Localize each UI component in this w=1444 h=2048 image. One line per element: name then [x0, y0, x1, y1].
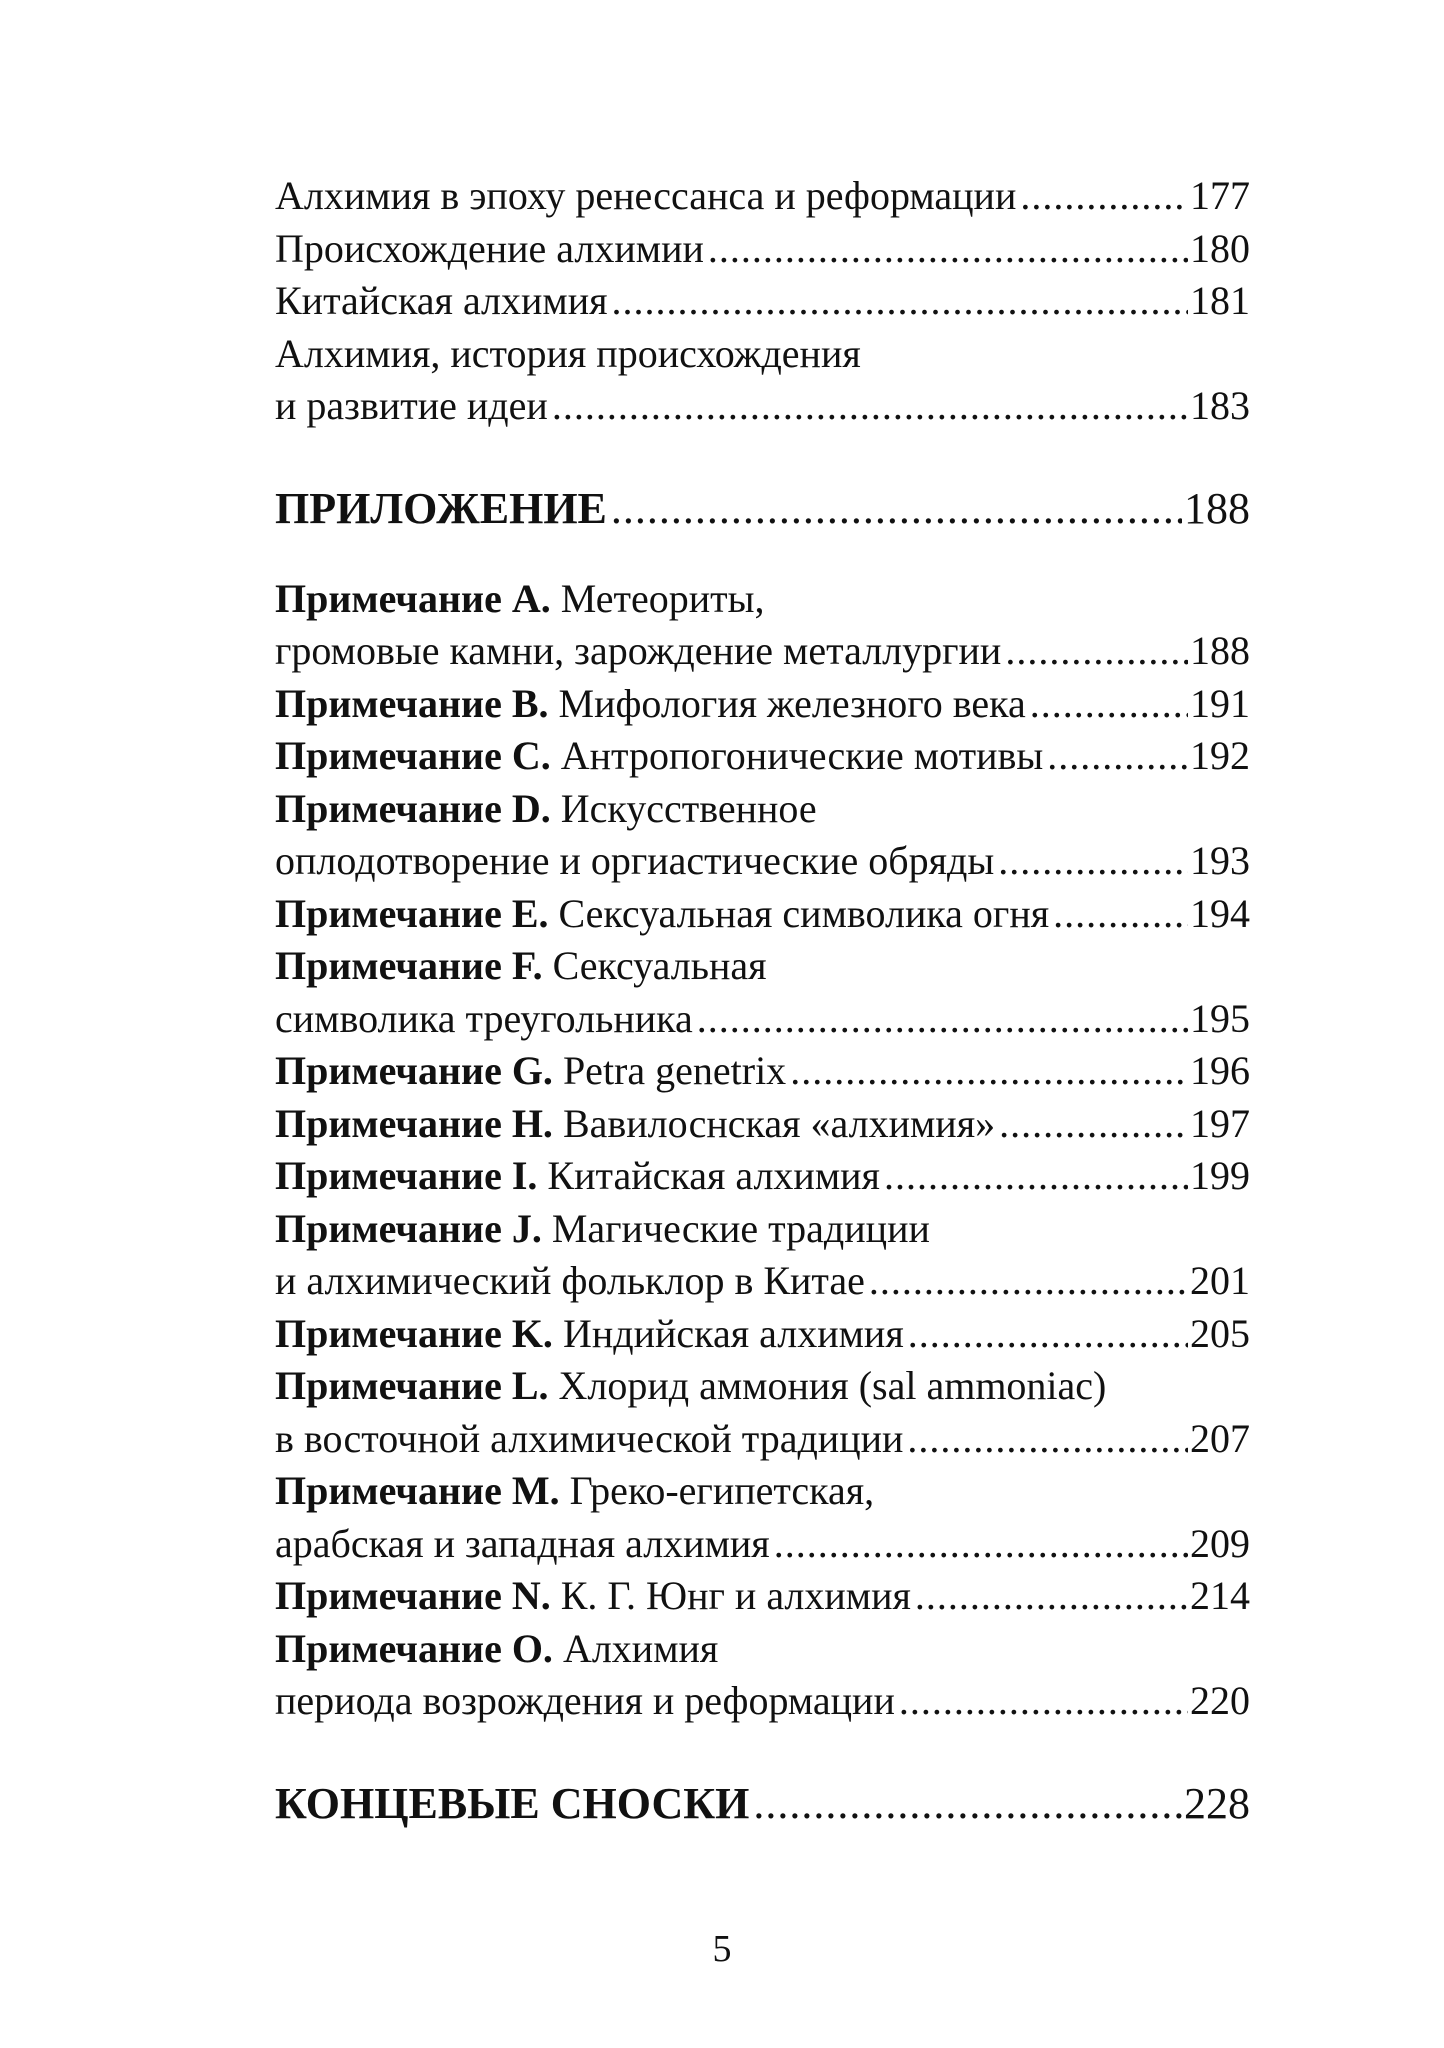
dot-leader	[1030, 678, 1188, 731]
toc-entry	[275, 380, 1250, 433]
note-entry-first-line	[275, 783, 1250, 836]
section-heading-endnotes	[275, 1776, 1250, 1832]
page-number: 5	[712, 1928, 732, 1970]
note-text-continued: в восточной алхимической традиции	[275, 1415, 904, 1461]
note-entry	[275, 1570, 1250, 1623]
note-page: 193	[1190, 838, 1250, 883]
dot-leader	[1047, 730, 1188, 783]
note-page: 205	[1190, 1310, 1250, 1356]
toc-entry	[275, 170, 1250, 223]
note-entry	[275, 1518, 1250, 1571]
note-entry-first-line	[275, 1623, 1250, 1676]
note-entry	[275, 835, 1250, 888]
note-entry	[275, 1098, 1250, 1151]
note-text: Petra genetrix	[562, 1048, 787, 1093]
dot-leader	[612, 275, 1188, 328]
note-entry	[275, 1255, 1250, 1308]
note-page: 194	[1190, 890, 1250, 936]
note-text: К. Г. Юнг и алхимия	[560, 1573, 911, 1618]
note-page: 201	[1190, 1258, 1250, 1303]
note-page: 195	[1190, 995, 1250, 1041]
note-page: 188	[1190, 628, 1250, 673]
note-text-continued: периода возрождения и реформации	[275, 1678, 895, 1723]
dot-leader	[790, 1045, 1188, 1098]
note-label: Примечание C.	[275, 733, 551, 778]
section-page: 228	[1184, 1778, 1250, 1828]
note-text: Индийская алхимия	[562, 1310, 904, 1356]
dot-leader	[869, 1255, 1188, 1308]
note-page: 214	[1190, 1573, 1250, 1618]
table-of-contents	[275, 170, 1250, 1832]
note-page: 207	[1190, 1415, 1250, 1461]
note-label: Примечание N.	[275, 1573, 551, 1618]
dot-leader	[753, 1776, 1182, 1832]
dot-leader	[1005, 625, 1188, 678]
note-entry	[275, 1045, 1250, 1098]
note-label: Примечание G.	[275, 1048, 553, 1093]
note-text: Антропогонические мотивы	[560, 733, 1044, 778]
note-label: Примечание M.	[275, 1468, 560, 1513]
note-label: Примечание J.	[275, 1205, 542, 1251]
note-label: Примечание A.	[275, 575, 551, 621]
section-heading-appendix	[275, 481, 1250, 537]
note-page: 209	[1190, 1520, 1250, 1566]
note-entry	[275, 678, 1250, 731]
dot-leader	[915, 1570, 1188, 1623]
note-entry-first-line	[275, 1465, 1250, 1518]
dot-leader	[774, 1518, 1188, 1571]
dot-leader	[697, 993, 1188, 1046]
note-text-continued: арабская и западная алхимия	[275, 1520, 770, 1566]
note-text: Китайская алхимия	[547, 1153, 880, 1198]
note-entry	[275, 1675, 1250, 1728]
toc-entry-title: Алхимия в эпоху ренессанса и реформации	[275, 173, 1017, 218]
toc-entry-title: Происхождение алхимии	[275, 225, 704, 271]
note-text: Сексуальная символика огня	[558, 890, 1050, 936]
note-entry	[275, 993, 1250, 1046]
dot-leader	[708, 223, 1188, 276]
note-text-continued: и алхимический фольклор в Китае	[275, 1258, 865, 1303]
note-text: Метеориты,	[560, 575, 765, 621]
toc-entry-page: 177	[1190, 173, 1250, 218]
note-page: 220	[1190, 1678, 1250, 1723]
toc-entry-title-line1: Алхимия, история происхождения	[275, 330, 861, 376]
section-page: 188	[1184, 483, 1250, 533]
note-text: Искусственное	[560, 785, 817, 831]
note-page: 197	[1190, 1100, 1250, 1146]
note-entry	[275, 888, 1250, 941]
section-title: КОНЦЕВЫЕ СНОСКИ	[275, 1778, 750, 1828]
section-title: ПРИЛОЖЕНИЕ	[275, 483, 607, 533]
note-label: Примечание F.	[275, 943, 543, 988]
note-label: Примечание D.	[275, 785, 551, 831]
toc-entry-title-line2: и развитие идеи	[275, 383, 548, 428]
dot-leader	[552, 380, 1188, 433]
note-text-continued: символика треугольника	[275, 995, 693, 1041]
dot-leader	[1020, 170, 1188, 223]
note-page: 191	[1190, 680, 1250, 726]
note-text-continued: громовые камни, зарождение металлургии	[275, 628, 1002, 673]
note-page: 199	[1190, 1153, 1250, 1198]
note-entry-first-line	[275, 1360, 1250, 1413]
note-label: Примечание K.	[275, 1310, 553, 1356]
note-entry	[275, 1150, 1250, 1203]
note-entry	[275, 1308, 1250, 1361]
dot-leader	[907, 1413, 1188, 1466]
note-text: Мифология железного века	[558, 680, 1026, 726]
dot-leader	[884, 1150, 1188, 1203]
note-page: 192	[1190, 733, 1250, 778]
note-label: Примечание O.	[275, 1625, 553, 1671]
dot-leader	[908, 1308, 1188, 1361]
toc-entry-page: 180	[1190, 225, 1250, 271]
note-text: Сексуальная	[552, 943, 767, 988]
dot-leader	[611, 481, 1182, 537]
note-text: Алхимия	[562, 1625, 719, 1671]
note-label: Примечание L.	[275, 1363, 549, 1408]
note-label: Примечание B.	[275, 680, 549, 726]
toc-entry-page: 183	[1190, 383, 1250, 428]
toc-entry	[275, 223, 1250, 276]
note-label: Примечание E.	[275, 890, 549, 936]
dot-leader	[899, 1675, 1188, 1728]
note-label: Примечание H.	[275, 1100, 553, 1146]
note-text: Вавилоснская «алхимия»	[562, 1100, 996, 1146]
toc-entry-page: 181	[1190, 278, 1250, 323]
note-entry-first-line	[275, 573, 1250, 626]
note-entry	[275, 1413, 1250, 1466]
toc-entry-title: Китайская алхимия	[275, 278, 608, 323]
note-text-continued: оплодотворение и оргиастические обряды	[275, 838, 995, 883]
dot-leader	[1053, 888, 1188, 941]
note-text: Магические традиции	[551, 1205, 930, 1251]
dot-leader	[999, 1098, 1188, 1151]
note-entry-first-line	[275, 940, 1250, 993]
toc-entry	[275, 275, 1250, 328]
dot-leader	[998, 835, 1188, 888]
note-entry	[275, 625, 1250, 678]
note-label: Примечание I.	[275, 1153, 538, 1198]
note-page: 196	[1190, 1048, 1250, 1093]
note-entry	[275, 730, 1250, 783]
note-entry-first-line	[275, 1203, 1250, 1256]
note-text: Хлорид аммония (sal ammoniac)	[558, 1363, 1107, 1408]
note-text: Греко-египетская,	[569, 1468, 875, 1513]
